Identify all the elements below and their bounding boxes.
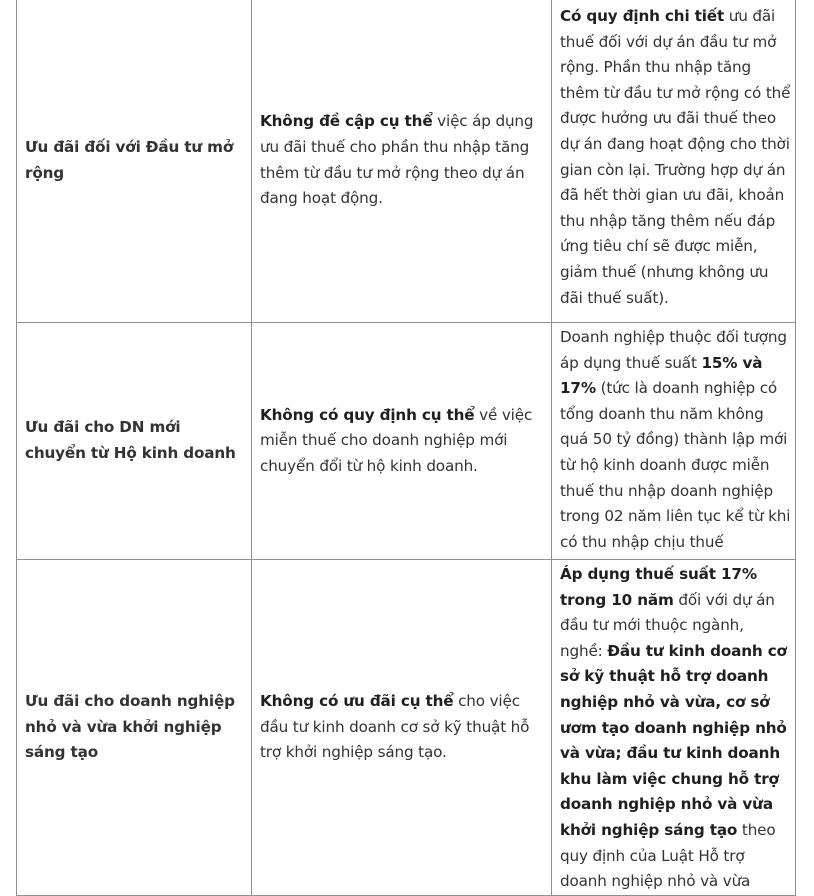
old-rule-text: việc áp dụng ưu đãi thuế cho phần thu nhập tăng thêm từ đầu tư mở rộng theo dự án đang hoạt động. xyxy=(260,112,534,208)
old-rule-highlight: Không có ưu đãi cụ thể xyxy=(260,691,454,710)
old-rule-highlight: Không đề cập cụ thể xyxy=(260,112,433,131)
table-row xyxy=(17,560,796,896)
old-rule-cell xyxy=(252,560,552,896)
old-rule-text: về việc miễn thuế cho doanh nghiệp mới chuyển đổi từ hộ kinh doanh. xyxy=(260,405,533,475)
criterion-label: Ưu đãi cho doanh nghiệp nhỏ và vừa khởi nghiệp sáng tạo xyxy=(25,691,235,762)
criterion-label: Ưu đãi đối với Đầu tư mở rộng xyxy=(25,137,234,182)
new-rule-sectors: Đầu tư kinh doanh cơ sở kỹ thuật hỗ trợ doanh nghiệp nhỏ và vừa, cơ sở ươm tạo doanh nghiệp nhỏ và vừa; đầu tư kinh doanh khu làm việc chung hỗ trợ doanh nghiệp nhỏ và vừa khởi nghiệp sáng tạo xyxy=(560,641,787,839)
new-rule-highlight: Áp dụng thuế suất 17% trong 10 năm xyxy=(560,565,757,609)
criterion-cell xyxy=(17,560,252,896)
old-rule-highlight: Không có quy định cụ thể xyxy=(260,405,475,424)
criterion-cell xyxy=(17,323,252,560)
criterion-label: Ưu đãi cho DN mới chuyển từ Hộ kinh doanh xyxy=(25,418,236,462)
criterion-cell xyxy=(17,0,252,323)
new-rule-intro: Doanh nghiệp thuộc đối tượng áp dụng thuế suất xyxy=(560,328,787,372)
old-rule-cell xyxy=(252,323,552,560)
new-rule-highlight: 15% và 17% xyxy=(560,353,763,398)
old-rule-text: cho việc đầu tư kinh doanh cơ sở kỹ thuật hỗ trợ khởi nghiệp sáng tạo. xyxy=(260,691,530,762)
new-rule-text: theo quy định của Luật Hỗ trợ doanh nghiệp nhỏ và vừa xyxy=(560,820,776,891)
new-rule-cell xyxy=(552,560,796,896)
new-rule-cell xyxy=(552,0,796,323)
new-rule-highlight: Có quy định chi tiết xyxy=(560,7,725,25)
comparison-table xyxy=(16,0,796,896)
new-rule-mid-text: đối với dự án đầu tư mới thuộc ngành, nghề: xyxy=(560,590,775,660)
table-row xyxy=(17,0,796,323)
table-row xyxy=(17,323,796,560)
new-rule-text: ưu đãi thuế đối với dự án đầu tư mở rộng. Phần thu nhập tăng thêm từ đầu tư mở rộng có thể được hưởng ưu đãi thuế theo dự án đang hoạt động cho thời gian còn lại. Trường hợp dự án đã hết thời gian ưu đãi, khoản thu nhập tăng thêm nếu đáp ứng tiêu chí sẽ được miễn, giảm thuế (nhưng không ưu đãi thuế suất). xyxy=(560,7,791,307)
old-rule-cell xyxy=(252,0,552,323)
new-rule-cell xyxy=(552,323,796,560)
new-rule-text: (tức là doanh nghiệp có tổng doanh thu năm không quá 50 tỷ đồng) thành lập mới từ hộ kinh doanh được miễn thuế thu nhập doanh nghiệp trong 02 năm liên tục kể từ khi có thu nhập chịu thuế xyxy=(560,379,791,551)
